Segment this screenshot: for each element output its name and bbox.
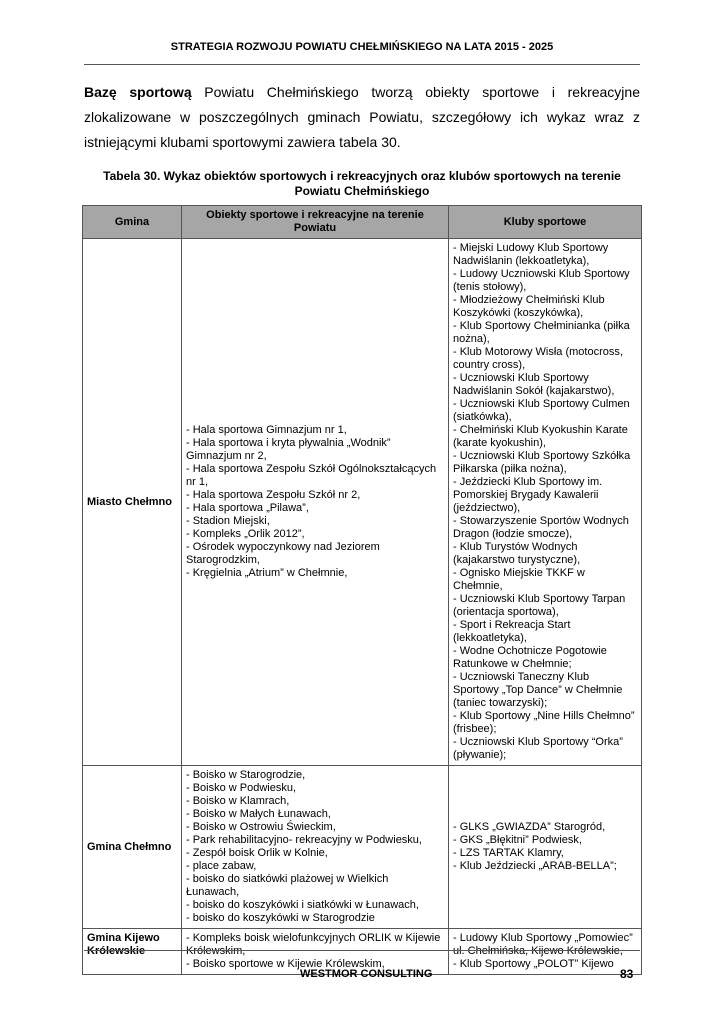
kluby-list (453, 242, 637, 762)
list-item: - Boisko w Klamrach, (186, 795, 290, 807)
list-item: - Ludowy Uczniowski Klub Sportowy (tenis stołowy), (453, 268, 630, 293)
list-item: - Boisko w Małych Łunawach, (186, 808, 331, 820)
footer-rule (84, 950, 640, 951)
list-item: - Klub Motorowy Wisła (motocross, country cross), (453, 346, 623, 371)
kluby-list (453, 821, 637, 873)
gmina-cell: Gmina Kijewo Królewskie (83, 929, 182, 975)
list-item: - Uczniowski Klub Sportowy Culmen (siatkówka), (453, 398, 630, 423)
list-item: - Ludowy Klub Sportowy „Pomowiec” ul. Chełmińska, Kijewo Królewskie, (453, 932, 633, 957)
list-item: - Klub Sportowy „POLOT” Kijewo (453, 958, 614, 970)
list-item: - Hala sportowa Zespołu Szkół nr 2, (186, 489, 361, 501)
caption-line-2: Powiatu Chełmińskiego (294, 184, 430, 198)
kluby-list (453, 932, 637, 971)
list-item: - Hala sportowa Zespołu Szkół Ogólnokształcących nr 1, (186, 463, 437, 488)
table-caption (84, 169, 640, 199)
list-item: - Kompleks „Orlik 2012”, (186, 528, 305, 540)
list-item: - Uczniowski Klub Sportowy Nadwiślanin Sokół (kajakarstwo), (453, 372, 615, 397)
obiekty-cell (182, 239, 449, 766)
list-item: - Klub Jeździecki „ARAB-BELLA”; (453, 860, 617, 872)
sports-table (82, 205, 642, 975)
list-item: - Stadion Miejski, (186, 515, 270, 527)
list-item: - boisko do koszykówki i siatkówki w Łunawach, (186, 899, 419, 911)
list-item: - Klub Sportowy Chełminianka (piłka nożna), (453, 320, 630, 345)
kluby-cell (449, 929, 642, 975)
list-item: - Uczniowski Taneczny Klub Sportowy „Top Dance” w Chełmnie (taniec towarzyski); (453, 671, 623, 709)
list-item: - Sport i Rekreacja Start (lekkoatletyka), (453, 619, 571, 644)
list-item: - Uczniowski Klub Sportowy Szkółka Piłkarska (piłka nożna), (453, 450, 631, 475)
list-item: - Park rehabilitacyjno- rekreacyjny w Podwiesku, (186, 834, 422, 846)
list-item: - Chełmiński Klub Kyokushin Karate (karate kyokushin), (453, 424, 628, 449)
gmina-cell: Miasto Chełmno (83, 239, 182, 766)
kluby-cell (449, 239, 642, 766)
obiekty-list (186, 424, 444, 580)
list-item: - Kręgielnia „Atrium” w Chełmnie, (186, 567, 348, 579)
list-item: - Uczniowski Klub Sportowy “Orka” (pływanie); (453, 736, 623, 761)
header-kluby: Kluby sportowe (449, 206, 642, 239)
table-header-row (83, 206, 642, 239)
table-row (83, 239, 642, 766)
obiekty-cell (182, 766, 449, 929)
table-row (83, 766, 642, 929)
footer-company: WESTMOR CONSULTING (300, 968, 433, 980)
kluby-cell (449, 766, 642, 929)
list-item: - boisko do koszykówki w Starogrodzie (186, 912, 375, 924)
list-item: - LZS TARTAK Klamry, (453, 847, 564, 859)
list-item: - Klub Turystów Wodnych (kajakarstwo turystyczne), (453, 541, 581, 566)
list-item: - place zabaw, (186, 860, 257, 872)
running-header: STRATEGIA ROZWOJU POWIATU CHEŁMIŃSKIEGO NA LATA 2015 - 2025 (170, 41, 554, 53)
list-item: - Wodne Ochotnicze Pogotowie Ratunkowe w Chełmnie; (453, 645, 607, 670)
gmina-cell: Gmina Chełmno (83, 766, 182, 929)
list-item: - Miejski Ludowy Klub Sportowy Nadwiślanin (lekkoatletyka), (453, 242, 609, 267)
intro-paragraph (84, 80, 640, 155)
list-item: - Boisko sportowe w Kijewie Królewskim, (186, 958, 385, 970)
header-gmina: Gmina (83, 206, 182, 239)
list-item: - Kompleks boisk wielofunkcyjnych ORLIK w Kijewie Królewskim, (186, 932, 441, 957)
list-item: - Uczniowski Klub Sportowy Tarpan (orientacja sportowa), (453, 593, 626, 618)
list-item: - Stowarzyszenie Sportów Wodnych Dragon (łodzie smocze), (453, 515, 629, 540)
page-number: 83 (620, 967, 634, 981)
list-item: - Klub Sportowy „Nine Hills Chełmno” (frisbee); (453, 710, 635, 735)
list-item: - boisko do siatkówki plażowej w Wielkich Łunawach, (186, 873, 389, 898)
header-obiekty: Obiekty sportowe i rekreacyjne na terenie Powiatu (182, 206, 449, 239)
header-rule (84, 64, 640, 65)
list-item: - Ośrodek wypoczynkowy nad Jeziorem Starogrodzkim, (186, 541, 380, 566)
intro-bold: Bazę sportową (84, 84, 192, 100)
caption-line-1: Tabela 30. Wykaz obiektów sportowych i rekreacyjnych oraz klubów sportowych na terenie (103, 169, 621, 183)
list-item: - Hala sportowa Gimnazjum nr 1, (186, 424, 347, 436)
list-item: - Hala sportowa i kryta pływalnia „Wodnik” Gimnazjum nr 2, (186, 437, 391, 462)
obiekty-list (186, 932, 444, 971)
obiekty-list (186, 769, 444, 925)
intro-text: Powiatu Chełmińskiego tworzą obiekty sportowe i rekreacyjne zlokalizowane w poszczególnych gminach Powiatu, szczegółowy ich wykaz wraz z istniejącymi klubami sportowymi zawiera tabela 30. (84, 84, 640, 150)
list-item: - Boisko w Ostrowiu Świeckim, (186, 821, 336, 833)
list-item: - Zespół boisk Orlik w Kolnie, (186, 847, 328, 859)
list-item: - Młodzieżowy Chełmiński Klub Koszykówki (koszykówka), (453, 294, 605, 319)
list-item: - Ognisko Miejskie TKKF w Chełmnie, (453, 567, 585, 592)
list-item: - GKS „Błękitni” Podwiesk, (453, 834, 582, 846)
list-item: - Hala sportowa „Pilawa”, (186, 502, 309, 514)
list-item: - GLKS „GWIAZDA” Starogród, (453, 821, 606, 833)
list-item: - Jeździecki Klub Sportowy im. Pomorskiej Brygady Kawalerii (jeździectwo), (453, 476, 603, 514)
list-item: - Boisko w Starogrodzie, (186, 769, 306, 781)
list-item: - Boisko w Podwiesku, (186, 782, 297, 794)
